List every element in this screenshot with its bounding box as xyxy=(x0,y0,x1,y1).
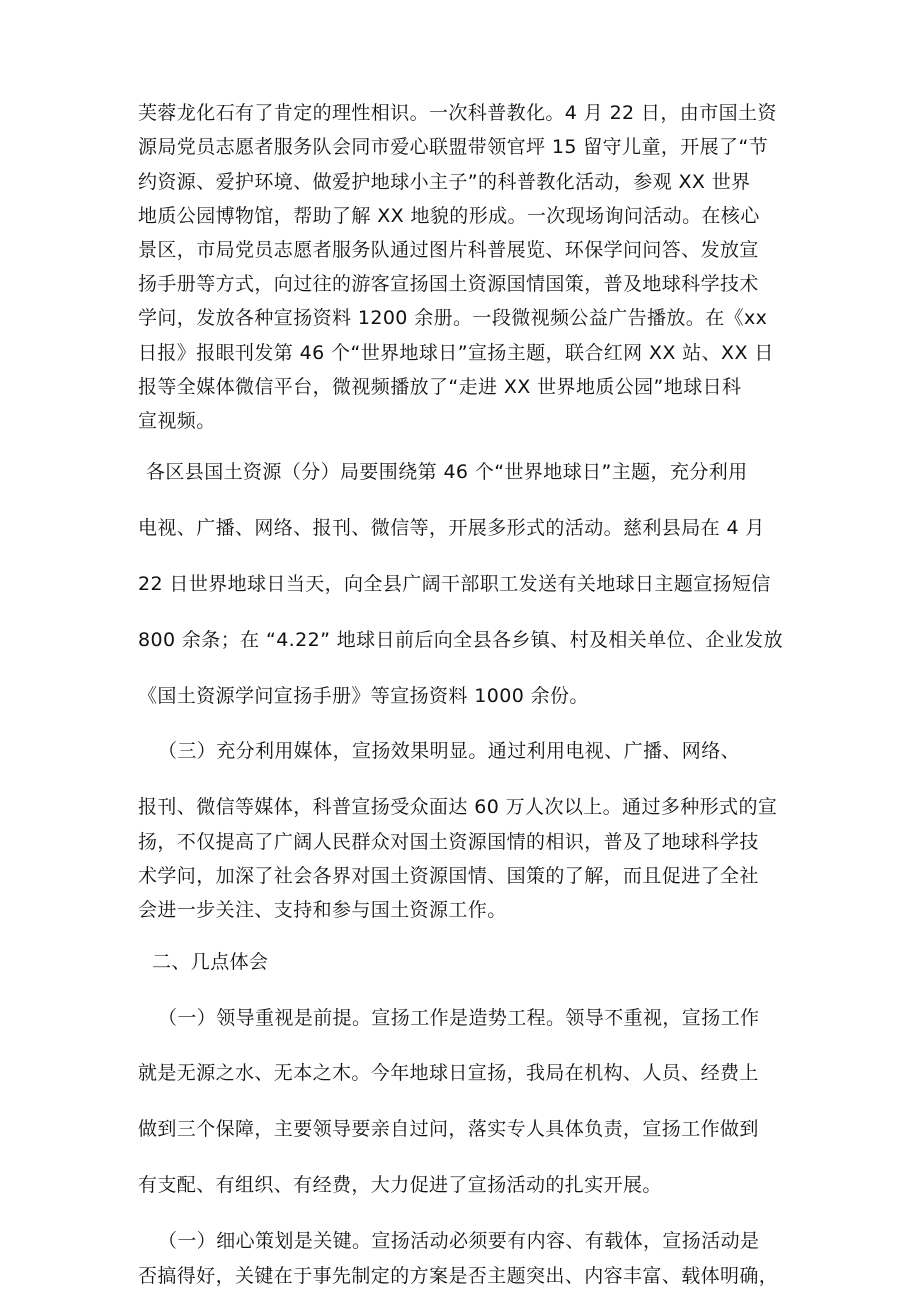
text-line: 有支配、有组织、有经费，大力促进了宣扬活动的扎实开展。 xyxy=(138,1174,662,1196)
text-line: 学问，发放各种宣扬资料 1200 余册。一段微视频公益广告播放。在《xx xyxy=(138,307,768,329)
text-line: 宣视频。 xyxy=(138,410,216,432)
text-line: 地质公园博物馆，帮助了解 XX 地貌的形成。一次现场询问活动。在核心 xyxy=(138,205,760,227)
text-line: 扬，不仅提高了广阔人民群众对国土资源国情的相识，普及了地球科学技 xyxy=(138,831,759,853)
text-line: 会进一步关注、支持和参与国土资源工作。 xyxy=(138,899,507,921)
text-line: 做到三个保障，主要领导要亲自过问，落实专人具体负责，宣扬工作做到 xyxy=(138,1118,759,1140)
text-line: 景区，市局党员志愿者服务队通过图片科普展览、环保学问问答、发放宣 xyxy=(138,239,759,261)
text-line: 报等全媒体微信平台，微视频播放了“走进 XX 世界地质公园”地球日科 xyxy=(138,376,742,398)
text-line: 电视、广播、网络、报刊、微信等，开展多形式的活动。慈利县局在 4 月 xyxy=(138,517,765,539)
text-line: 报刊、微信等媒体，科普宣扬受众面达 60 万人次以上。通过多种形式的宣 xyxy=(138,796,778,818)
text-line: 芙蓉龙化石有了肯定的理性相识。一次科普教化。4 月 22 日，由市国土资 xyxy=(138,102,777,124)
text-line: （一）细心策划是关键。宣扬活动必须要有内容、有载体，宣扬活动是 xyxy=(158,1230,760,1252)
text-line: 22 日世界地球日当天，向全县广阔干部职工发送有关地球日主题宣扬短信 xyxy=(138,573,771,595)
text-line: （一）领导重视是前提。宣扬工作是造势工程。领导不重视，宣扬工作 xyxy=(158,1007,760,1029)
text-line: 源局党员志愿者服务队会同市爱心联盟带领官坪 15 留守儿童，开展了“节 xyxy=(138,136,769,158)
text-line: 否搞得好，关键在于事先制定的方案是否主题突出、内容丰富、载体明确， xyxy=(138,1265,779,1287)
section-heading: 二、几点体会 xyxy=(152,951,269,973)
text-line: 各区县国土资源（分）局要围绕第 46 个“世界地球日”主题，充分利用 xyxy=(146,461,748,483)
text-line: （三）充分利用媒体，宣扬效果明显。通过利用电视、广播、网络、 xyxy=(158,740,741,762)
text-line: 扬手册等方式，向过往的游客宣扬国土资源国情国策，普及地球科学技术 xyxy=(138,273,759,295)
text-line: 就是无源之水、无本之木。今年地球日宣扬，我局在机构、人员、经费上 xyxy=(138,1062,759,1084)
text-line: 《国土资源学问宣扬手册》等宣扬资料 1000 余份。 xyxy=(138,685,589,707)
text-line: 800 余条；在 “4.22” 地球日前后向全县各乡镇、村及相关单位、企业发放 xyxy=(138,629,783,651)
text-line: 术学问，加深了社会各界对国土资源国情、国策的了解，而且促进了全社 xyxy=(138,865,759,887)
text-line: 约资源、爱护环境、做爱护地球小主子”的科普教化活动，参观 XX 世界 xyxy=(138,171,751,193)
text-line: 日报》报眼刊发第 46 个“世界地球日”宣扬主题，联合红网 XX 站、XX 日 xyxy=(138,342,774,364)
